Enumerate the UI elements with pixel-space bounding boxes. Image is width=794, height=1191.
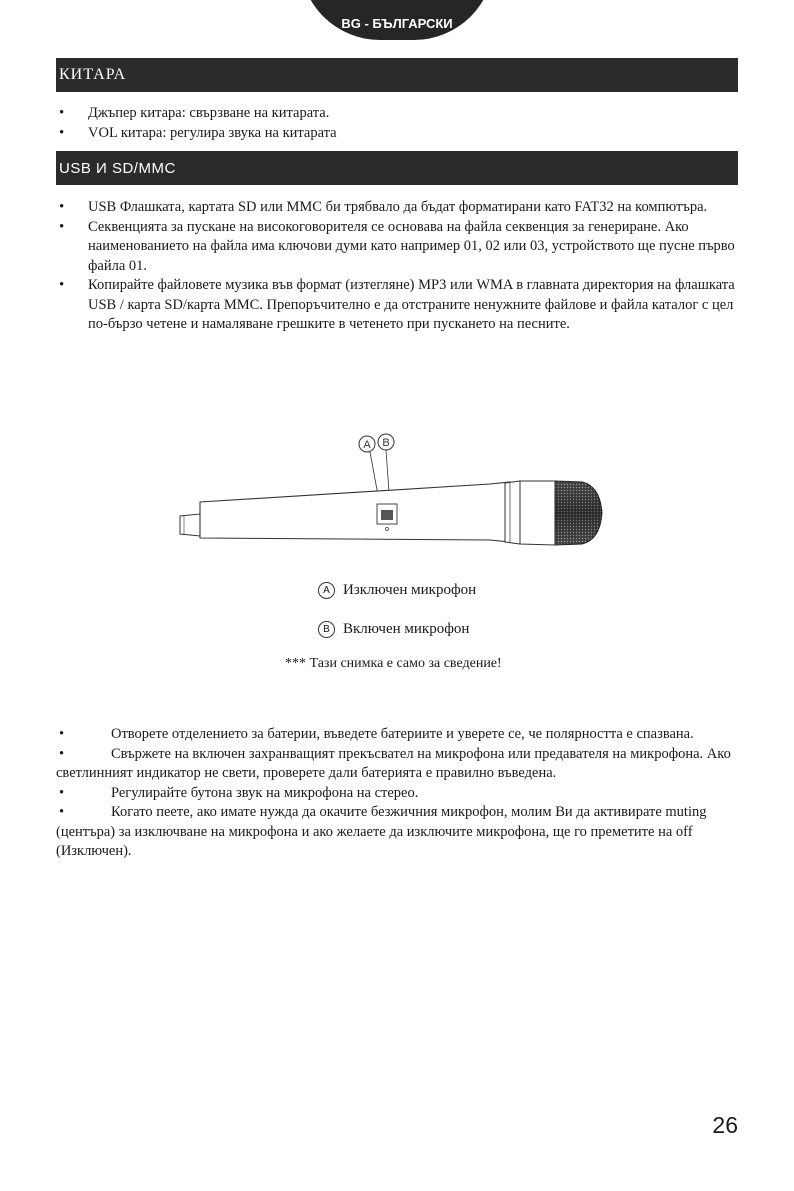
legend-text-on: Включен микрофон	[343, 621, 470, 637]
microphone-illustration	[170, 426, 610, 556]
list-item: • Джъпер китара: свързване на китарата.	[56, 104, 740, 124]
legend-on	[318, 621, 469, 638]
list-item: • Когато пеете, ако имате нужда да окачите безжичния микрофон, молим Ви да активирате muting (центъра) за изключване на микрофона и ако желаете да изключите микрофона, ще го преметите на off (Изключен).	[56, 804, 707, 859]
legend-marker-b: B	[318, 621, 335, 638]
marker-a	[359, 436, 375, 452]
page-number: 26	[712, 1112, 738, 1138]
list-item: • Копирайте файловете музика във формат (изтегляне) MP3 или WMA в главната директория на флашката USB / карта SD/карта MMC. Препоръчително е да отстраните ненужните файлове и файла каталог с цел по-бързо четене и намаляване грешките в четенето при пускането на песните.	[56, 276, 740, 335]
svg-text:B: B	[382, 437, 390, 449]
language-label: BG - БЪЛГАРСКИ	[341, 16, 453, 31]
legend-marker-a: A	[318, 582, 335, 599]
svg-text:A: A	[363, 439, 371, 451]
section-header-usb	[56, 151, 738, 185]
legend-text-off: Изключен микрофон	[343, 582, 477, 598]
section-title-guitar: КИТАРА	[59, 66, 127, 83]
list-item: • VOL китара: регулира звука на китарата	[56, 124, 740, 144]
mic-body	[200, 482, 510, 542]
marker-b	[378, 434, 394, 450]
list-item: • Секвенцията за пускане на високоговорителя се основава на файла секвенция за генериране. Ако наименованието на файла има ключови думи като например 01, 02 или 03, устройството ще пусне първо файла 01.	[56, 218, 740, 277]
instructions-list	[56, 725, 740, 862]
mic-tail	[180, 514, 200, 536]
list-item: • Регулирайте бутона звук на микрофона на стерео.	[59, 784, 419, 801]
reference-note: *** Тази снимка е само за сведение!	[285, 656, 502, 671]
list-item: • Свържете на включен захранващият прекъсвател на микрофона или предавателя на микрофона. Ако светлинният индикатор не свети, проверете дали батерията е правилно въведена.	[56, 745, 731, 781]
legend-off	[318, 582, 476, 599]
section-header-guitar	[56, 58, 738, 92]
mic-grille	[555, 481, 602, 545]
list-item: • Отворете отделението за батерии, въведете батериите и уверете се, че полярността е спазвана.	[59, 726, 694, 742]
list-item: • USB Флашката, картата SD или MMC би трябвало да бъдат форматирани като FAT32 на компютъра.	[56, 198, 740, 218]
guitar-bullet-list	[56, 104, 740, 143]
section-title-usb: USB И SD/MMC	[59, 159, 176, 177]
mic-collar	[505, 481, 520, 544]
usb-bullet-list	[56, 198, 740, 335]
